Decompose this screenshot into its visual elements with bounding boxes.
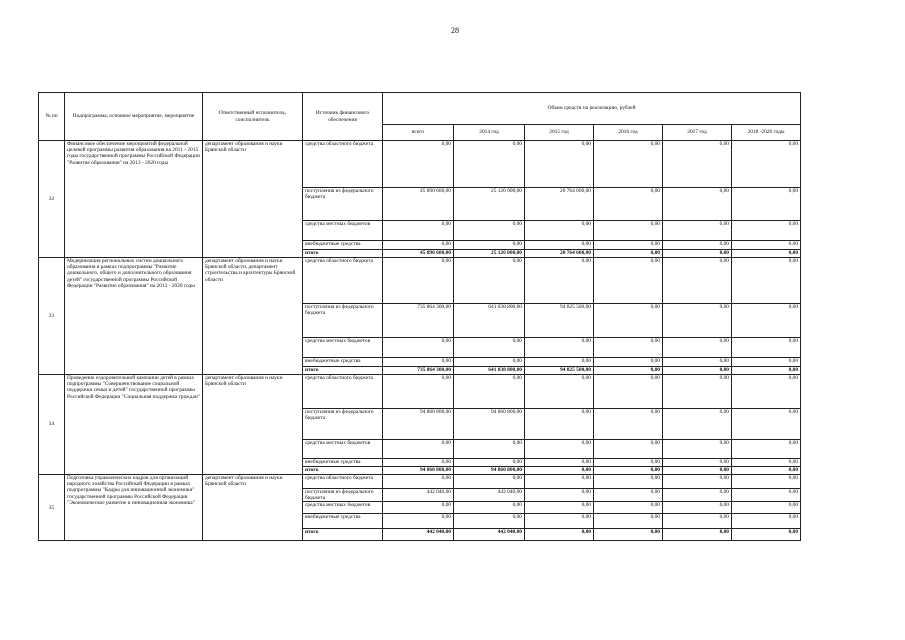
- row-number: 34: [39, 375, 65, 475]
- amount-cell: 0,00: [454, 241, 525, 250]
- amount-cell: 0,00: [732, 338, 801, 358]
- page-number: 28: [451, 26, 459, 35]
- amount-cell: 0,00: [383, 459, 454, 467]
- amount-cell: 0,00: [594, 529, 663, 541]
- funding-source: средства местных бюджетов: [303, 502, 383, 514]
- funding-source: итого: [303, 529, 383, 541]
- amount-cell: 94 825 500,00: [525, 304, 594, 338]
- amount-cell: 94 860 800,00: [454, 467, 525, 475]
- row-number: 32: [39, 141, 65, 258]
- program-description: Проведение оздоровительной кампании детей в рамках подпрограммы "Совершенствование социальной поддержки семьи и детей" государственной программы Российской Федерации "Социальная поддержка граждан": [65, 375, 203, 475]
- amount-cell: 0,00: [454, 475, 525, 489]
- amount-cell: 0,00: [663, 440, 732, 459]
- row-number: 33: [39, 258, 65, 375]
- amount-cell: 0,00: [525, 440, 594, 459]
- funding-source: итого: [303, 250, 383, 258]
- program-description: Модернизация региональных систем дошкольного образования в рамках подпрограммы "Развитие дошкольного, общего и дополнительного образования детей" государственной программы Российской Федерации "Развитие образования" на 2013 - 2020 годы: [65, 258, 203, 375]
- amount-cell: 94 860 800,00: [383, 467, 454, 475]
- amount-cell: 442 040,00: [454, 529, 525, 541]
- amount-cell: 0,00: [594, 375, 663, 409]
- amount-cell: 0,00: [594, 367, 663, 375]
- amount-cell: 0,00: [594, 475, 663, 489]
- amount-cell: 94 860 800,00: [454, 409, 525, 440]
- amount-cell: 0,00: [454, 502, 525, 514]
- program-description: Финансовое обеспечение мероприятий федеральной целевой программы развития образования на 2011 - 2015 годы государственной программы Российской Федерации "Развитие образования" на 2013 - 2020 годы: [65, 141, 203, 258]
- amount-cell: 0,00: [383, 221, 454, 241]
- funding-source: средства местных бюджетов: [303, 221, 383, 241]
- amount-cell: 0,00: [525, 459, 594, 467]
- amount-cell: 0,00: [663, 304, 732, 338]
- amount-cell: 0,00: [594, 221, 663, 241]
- amount-cell: 0,00: [383, 338, 454, 358]
- responsible-executor: департамент образования и науки Брянской области: [203, 141, 303, 258]
- amount-cell: 0,00: [663, 221, 732, 241]
- amount-cell: 0,00: [663, 489, 732, 502]
- amount-cell: 0,00: [732, 304, 801, 338]
- header-year-2016: 2016 год: [594, 125, 663, 141]
- amount-cell: 0,00: [525, 467, 594, 475]
- amount-cell: 0,00: [594, 459, 663, 467]
- program-description: Подготовка управленческих кадров для организаций народного хозяйства Российской Федерации в рамках подпрограммы "Кадры для инновационной экономики" государственной программы Российской Федерации "Экономическое развитие и инновационная экономика": [65, 475, 203, 541]
- amount-cell: 0,00: [732, 440, 801, 459]
- header-year-2017: 2017 год: [663, 125, 732, 141]
- funding-source: внебюджетные средства: [303, 358, 383, 367]
- amount-cell: 0,00: [454, 440, 525, 459]
- amount-cell: 0,00: [525, 529, 594, 541]
- row-number: 35: [39, 475, 65, 541]
- funding-source: средства областного бюджета: [303, 375, 383, 409]
- amount-cell: 25 126 000,00: [454, 250, 525, 258]
- header-year-total: всего: [383, 125, 454, 141]
- funding-source: итого: [303, 367, 383, 375]
- amount-cell: 0,00: [454, 459, 525, 467]
- amount-cell: 0,00: [594, 188, 663, 221]
- table-row: [39, 258, 801, 304]
- amount-cell: 0,00: [383, 375, 454, 409]
- amount-cell: 0,00: [383, 258, 454, 304]
- amount-cell: 0,00: [525, 489, 594, 502]
- amount-cell: 0,00: [663, 367, 732, 375]
- amount-cell: 0,00: [594, 489, 663, 502]
- header-no: № пп: [39, 93, 65, 141]
- amount-cell: 0,00: [594, 502, 663, 514]
- amount-cell: 0,00: [732, 141, 801, 188]
- amount-cell: 0,00: [732, 188, 801, 221]
- amount-cell: 94 825 500,00: [525, 367, 594, 375]
- amount-cell: 20 764 600,00: [525, 250, 594, 258]
- header-year-2015: 2015 год: [525, 125, 594, 141]
- amount-cell: 0,00: [525, 221, 594, 241]
- amount-cell: 0,00: [663, 338, 732, 358]
- header-program: Подпрограмма, основное мероприятие, мероприятие: [65, 93, 203, 141]
- amount-cell: 0,00: [454, 258, 525, 304]
- amount-cell: 20 764 600,00: [525, 188, 594, 221]
- amount-cell: 0,00: [594, 440, 663, 459]
- amount-cell: 0,00: [663, 409, 732, 440]
- funding-source: средства областного бюджета: [303, 258, 383, 304]
- amount-cell: 0,00: [594, 358, 663, 367]
- header-source: Источник финансового обеспечения: [303, 93, 383, 141]
- amount-cell: 0,00: [663, 467, 732, 475]
- amount-cell: 0,00: [383, 358, 454, 367]
- amount-cell: 0,00: [525, 338, 594, 358]
- amount-cell: 0,00: [383, 475, 454, 489]
- amount-cell: 0,00: [525, 358, 594, 367]
- amount-cell: 0,00: [732, 409, 801, 440]
- amount-cell: 0,00: [383, 514, 454, 529]
- amount-cell: 0,00: [663, 258, 732, 304]
- amount-cell: 0,00: [732, 241, 801, 250]
- amount-cell: 0,00: [663, 358, 732, 367]
- amount-cell: 0,00: [594, 241, 663, 250]
- amount-cell: 442 040,00: [454, 489, 525, 502]
- amount-cell: 0,00: [594, 304, 663, 338]
- amount-cell: 0,00: [525, 502, 594, 514]
- table-row: [39, 141, 801, 188]
- amount-cell: 0,00: [454, 358, 525, 367]
- amount-cell: 0,00: [663, 375, 732, 409]
- table-header: [39, 93, 801, 141]
- amount-cell: 0,00: [454, 375, 525, 409]
- amount-cell: 0,00: [732, 502, 801, 514]
- amount-cell: 0,00: [663, 514, 732, 529]
- amount-cell: 0,00: [454, 221, 525, 241]
- amount-cell: 0,00: [732, 367, 801, 375]
- amount-cell: 0,00: [525, 409, 594, 440]
- funding-source: поступления из федерального бюджета: [303, 188, 383, 221]
- header-executor: Ответственный исполнитель, соисполнитель: [203, 93, 303, 141]
- responsible-executor: департамент образования и науки Брянской области: [203, 375, 303, 475]
- amount-cell: 0,00: [594, 258, 663, 304]
- amount-cell: 0,00: [525, 375, 594, 409]
- table-row: [39, 475, 801, 489]
- header-volume: Объем средств на реализацию, рублей: [383, 93, 801, 125]
- amount-cell: 0,00: [663, 141, 732, 188]
- amount-cell: 0,00: [383, 502, 454, 514]
- amount-cell: 0,00: [732, 221, 801, 241]
- amount-cell: 0,00: [594, 467, 663, 475]
- header-year-2014: 2014 год: [454, 125, 525, 141]
- amount-cell: 0,00: [594, 338, 663, 358]
- amount-cell: 0,00: [732, 475, 801, 489]
- amount-cell: 0,00: [663, 250, 732, 258]
- funding-source: итого: [303, 467, 383, 475]
- amount-cell: 0,00: [454, 514, 525, 529]
- funding-source: внебюджетные средства: [303, 241, 383, 250]
- amount-cell: 0,00: [663, 188, 732, 221]
- amount-cell: 641 038 800,00: [454, 304, 525, 338]
- amount-cell: 0,00: [663, 529, 732, 541]
- amount-cell: 0,00: [594, 409, 663, 440]
- table-body: [39, 141, 801, 541]
- amount-cell: 641 038 800,00: [454, 367, 525, 375]
- amount-cell: 0,00: [525, 514, 594, 529]
- amount-cell: 0,00: [663, 502, 732, 514]
- amount-cell: 0,00: [525, 241, 594, 250]
- responsible-executor: департамент образования и науки Брянской области, департамент строительства и архитектуры Брянской области: [203, 258, 303, 375]
- amount-cell: 0,00: [383, 241, 454, 250]
- amount-cell: 0,00: [525, 258, 594, 304]
- amount-cell: 0,00: [663, 459, 732, 467]
- amount-cell: 0,00: [732, 358, 801, 367]
- amount-cell: 0,00: [525, 141, 594, 188]
- amount-cell: 0,00: [383, 141, 454, 188]
- amount-cell: 0,00: [454, 141, 525, 188]
- funding-source: средства областного бюджета: [303, 475, 383, 489]
- amount-cell: 0,00: [663, 475, 732, 489]
- amount-cell: 0,00: [525, 475, 594, 489]
- amount-cell: 0,00: [732, 459, 801, 467]
- funding-source: поступления из федерального бюджета: [303, 304, 383, 338]
- amount-cell: 0,00: [732, 258, 801, 304]
- amount-cell: 0,00: [732, 250, 801, 258]
- funding-source: поступления из федерального бюджета: [303, 489, 383, 502]
- responsible-executor: департамент образования и науки Брянской области: [203, 475, 303, 541]
- amount-cell: 0,00: [732, 514, 801, 529]
- amount-cell: 0,00: [732, 489, 801, 502]
- amount-cell: 0,00: [732, 529, 801, 541]
- funding-source: внебюджетные средства: [303, 514, 383, 529]
- amount-cell: 25 126 000,00: [454, 188, 525, 221]
- budget-table: [38, 92, 801, 541]
- amount-cell: 45 890 600,00: [383, 188, 454, 221]
- table-row: [39, 375, 801, 409]
- amount-cell: 0,00: [594, 141, 663, 188]
- funding-source: поступления из федерального бюджета: [303, 409, 383, 440]
- amount-cell: 0,00: [732, 375, 801, 409]
- amount-cell: 0,00: [732, 467, 801, 475]
- header-year-2018-2020: 2018 -2020 годы: [732, 125, 801, 141]
- funding-source: внебюджетные средства: [303, 459, 383, 467]
- amount-cell: 442 040,00: [383, 529, 454, 541]
- amount-cell: 0,00: [663, 241, 732, 250]
- amount-cell: 735 864 300,00: [383, 304, 454, 338]
- amount-cell: 735 864 300,00: [383, 367, 454, 375]
- amount-cell: 0,00: [594, 514, 663, 529]
- amount-cell: 0,00: [594, 250, 663, 258]
- amount-cell: 45 890 600,00: [383, 250, 454, 258]
- funding-source: средства местных бюджетов: [303, 440, 383, 459]
- amount-cell: 94 860 800,00: [383, 409, 454, 440]
- amount-cell: 0,00: [454, 338, 525, 358]
- funding-source: средства местных бюджетов: [303, 338, 383, 358]
- funding-source: средства областного бюджета: [303, 141, 383, 188]
- amount-cell: 0,00: [383, 440, 454, 459]
- amount-cell: 442 040,00: [383, 489, 454, 502]
